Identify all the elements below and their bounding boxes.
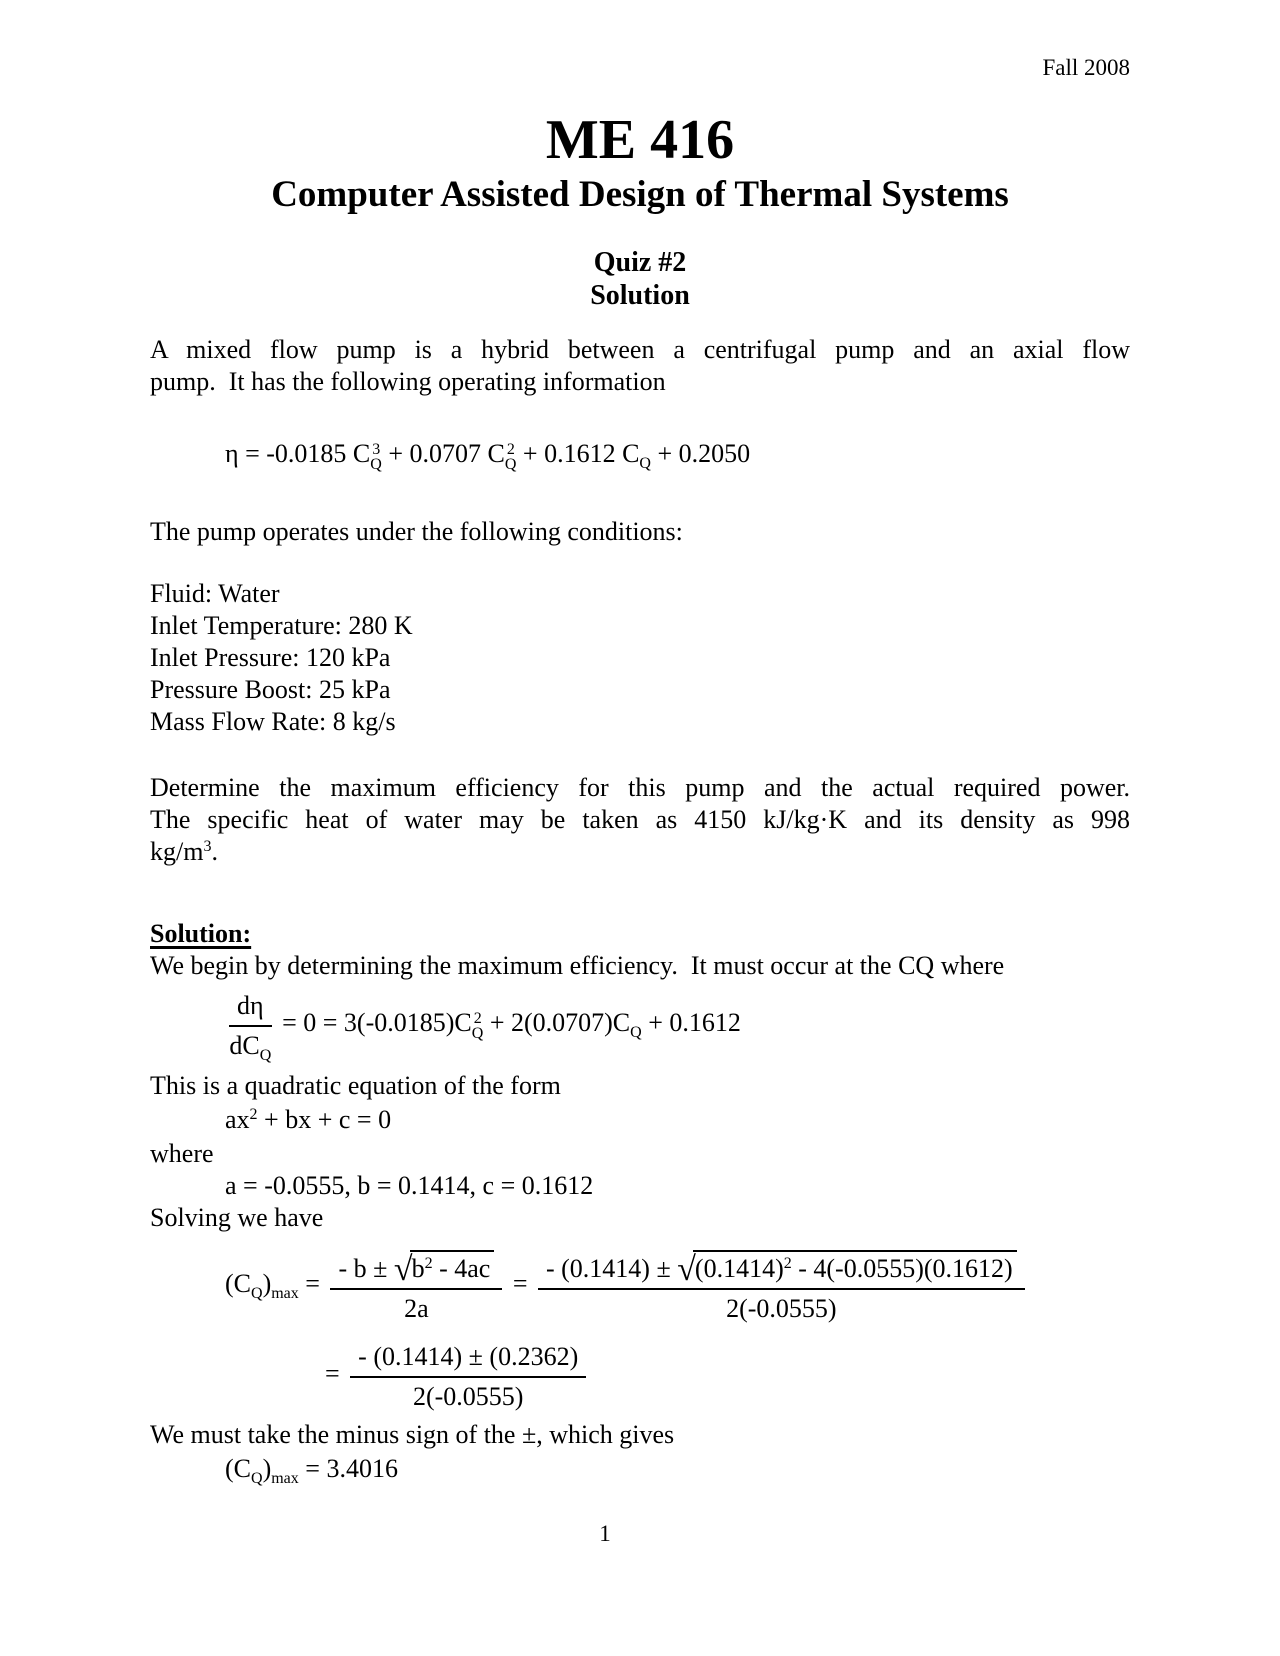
numeric-fraction xyxy=(538,1248,1025,1325)
eq-fragment: kg/m xyxy=(150,837,204,866)
superscript: 2 xyxy=(473,1010,482,1027)
task-paragraph xyxy=(150,772,1130,868)
eq-fragment: η = -0.0185 C xyxy=(225,439,371,468)
course-subtitle: Computer Assisted Design of Thermal Systems xyxy=(271,174,1009,215)
course-title: ME 416 xyxy=(545,109,735,171)
condition-item: Fluid: Water xyxy=(150,579,280,608)
solving-label: Solving we have xyxy=(150,1203,324,1233)
eq-fragment: ) xyxy=(262,1269,272,1299)
eq-fragment: = xyxy=(506,1269,534,1299)
quiz-title: Quiz #2 xyxy=(593,247,687,278)
square-root xyxy=(677,1250,1016,1288)
intro-line-2: pump. It has the following operating information xyxy=(150,367,666,396)
eq-fragment: = xyxy=(298,1269,327,1299)
condition-item: Mass Flow Rate: 8 kg/s xyxy=(150,707,396,736)
efficiency-equation xyxy=(150,432,1130,476)
condition-item: Pressure Boost: 25 kPa xyxy=(150,675,391,704)
eq-fragment: + 0.1612 xyxy=(641,1008,741,1037)
sup-sub-stack xyxy=(505,442,517,472)
radicand xyxy=(410,1250,495,1284)
intro-line-1: A mixed flow pump is a hybrid between a centrifugal pump and an axial flow xyxy=(150,335,1130,364)
evaluated-fraction xyxy=(350,1339,586,1413)
eq-fragment: (0.1414) xyxy=(694,1253,784,1283)
eq-fragment: . xyxy=(211,837,218,866)
radical-sign: √ xyxy=(677,1250,694,1288)
subscript: Q xyxy=(504,456,517,473)
radical-sign: √ xyxy=(393,1250,411,1288)
symbolic-fraction xyxy=(330,1248,502,1325)
derivative-fraction xyxy=(229,988,272,1065)
fraction-numerator xyxy=(330,1248,502,1290)
eq-fragment: = xyxy=(325,1359,347,1389)
superscript: 2 xyxy=(506,441,515,458)
subscript: Q xyxy=(630,1024,642,1041)
superscript: 3 xyxy=(372,441,381,458)
eq-fragment: (C xyxy=(225,1454,251,1484)
derivative-equation xyxy=(150,986,1130,1065)
eq-fragment: + bx + c = 0 xyxy=(257,1105,392,1135)
task-line-2: The specific heat of water may be taken as 4150 kJ/kg·K and its density as 998 xyxy=(150,805,1130,834)
subscript: Q xyxy=(471,1025,484,1042)
superscript: 2 xyxy=(424,1254,433,1272)
fraction-denominator: 2(-0.0555) xyxy=(726,1293,837,1323)
page-number: 1 xyxy=(599,1521,611,1546)
eq-fragment: - 4ac xyxy=(432,1253,491,1283)
quadratic-intro: This is a quadratic equation of the form xyxy=(150,1071,561,1101)
fraction-denominator xyxy=(229,1027,272,1065)
eq-fragment: ax xyxy=(225,1105,250,1135)
subscript: max xyxy=(271,1285,299,1303)
sup-sub-stack xyxy=(370,442,382,472)
result-equation xyxy=(150,1451,1130,1487)
condition-item: Inlet Pressure: 120 kPa xyxy=(150,643,391,672)
fraction-numerator: dη xyxy=(229,988,272,1027)
solution-intro: We begin by determining the maximum efficiency. It must occur at the CQ where xyxy=(150,951,1005,980)
subscript: Q xyxy=(251,1285,263,1303)
fraction-denominator: 2(-0.0555) xyxy=(412,1382,524,1412)
eq-fragment: dC xyxy=(229,1031,260,1061)
square-root xyxy=(393,1250,494,1288)
eq-fragment: - (0.1414) ± xyxy=(545,1253,678,1283)
eq-fragment: - 4(-0.0555)(0.1612) xyxy=(791,1253,1013,1283)
eq-fragment: + 0.1612 C xyxy=(516,439,640,468)
quadratic-formula-equation xyxy=(150,1242,1130,1326)
term-label: Fall 2008 xyxy=(1042,55,1130,80)
eq-fragment: (C xyxy=(225,1269,251,1299)
conditions-heading: The pump operates under the following conditions: xyxy=(150,517,683,546)
superscript: 3 xyxy=(203,838,212,855)
solution-label: Solution xyxy=(590,280,690,311)
task-line-1: Determine the maximum efficiency for this pump and the actual required power. xyxy=(150,773,1130,802)
fraction-denominator: 2a xyxy=(404,1293,429,1323)
eq-fragment: + 0.2050 xyxy=(650,439,751,468)
intro-paragraph xyxy=(150,334,1130,398)
eq-fragment: + 2(0.0707)C xyxy=(483,1008,631,1037)
fraction-numerator: - (0.1414) ± (0.2362) xyxy=(350,1339,586,1378)
condition-item: Inlet Temperature: 280 K xyxy=(150,611,413,640)
evaluated-formula-equation xyxy=(150,1338,1130,1413)
sup-sub-stack xyxy=(472,1011,484,1041)
task-line-3 xyxy=(150,836,1130,868)
subscript: Q xyxy=(259,1047,272,1065)
where-label: where xyxy=(150,1139,214,1169)
superscript: 2 xyxy=(783,1254,792,1272)
fraction-numerator xyxy=(538,1248,1025,1290)
subscript: Q xyxy=(370,456,382,473)
conditions-list xyxy=(150,578,1130,738)
subscript: Q xyxy=(639,455,651,472)
minus-sign-note: We must take the minus sign of the ±, which gives xyxy=(150,1420,675,1450)
eq-fragment: b xyxy=(411,1253,425,1283)
quadratic-form-equation xyxy=(150,1102,1130,1138)
coefficients-line: a = -0.0555, b = 0.1414, c = 0.1612 xyxy=(225,1171,594,1201)
eq-fragment: ) xyxy=(262,1454,272,1484)
subscript: Q xyxy=(251,1470,263,1488)
solution-heading: Solution: xyxy=(150,919,252,948)
eq-fragment: + 0.0707 C xyxy=(381,439,505,468)
radicand xyxy=(693,1250,1017,1284)
eq-fragment: = 0 = 3(-0.0185)C xyxy=(275,1008,472,1037)
eq-fragment: - b ± xyxy=(338,1253,394,1283)
subscript: max xyxy=(271,1470,299,1488)
eq-fragment: = 3.4016 xyxy=(298,1454,398,1484)
superscript: 2 xyxy=(249,1106,258,1124)
